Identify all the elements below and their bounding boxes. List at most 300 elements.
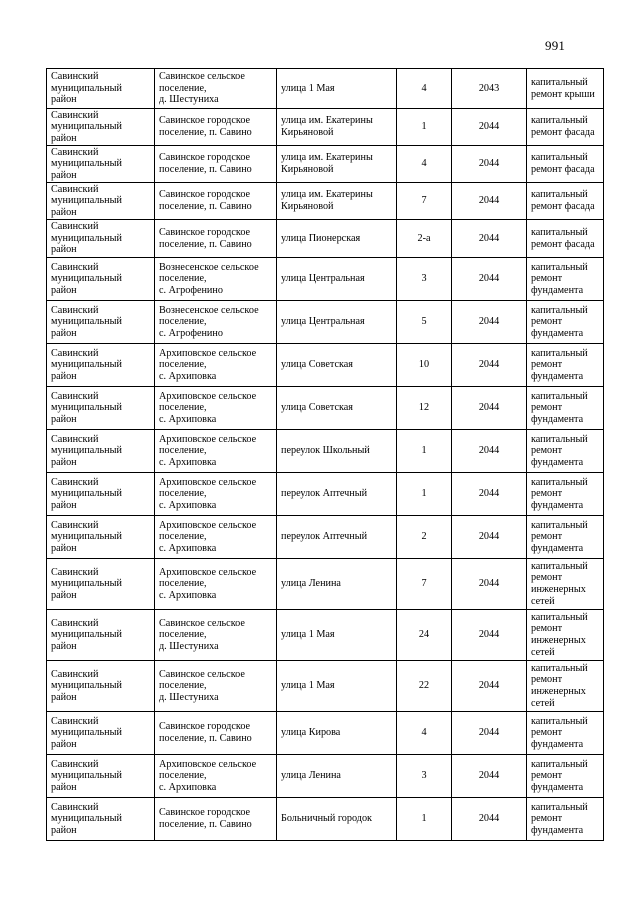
settlement-cell-line: поселение, [159,680,207,692]
work-type-cell-line: ремонт [531,488,563,500]
district-cell-line: муниципальный [51,158,122,170]
district-cell-line: район [51,640,77,652]
street-cell [277,430,397,473]
district-cell-line: район [51,738,77,750]
work-type-cell-line: капитальный [531,115,588,127]
street-cell-line: улица 1 Мая [281,680,335,692]
table-row [47,516,604,559]
work-type-cell-line: ремонт фасада [531,238,595,250]
district-cell-line: муниципальный [51,316,122,328]
settlement-cell-line: Савинское городское [159,226,251,238]
settlement-cell-line: с. Архиповка [159,413,217,425]
year-cell: 2044 [452,473,527,516]
house-number-cell: 1 [397,798,452,841]
street-cell-line: Больничный городок [281,813,373,825]
district-cell-line: муниципальный [51,680,122,692]
district-cell-line: Савинский [51,476,99,488]
street-cell [277,661,397,712]
district-cell [47,473,155,516]
settlement-cell-line: Савинское городское [159,115,251,127]
settlement-cell-line: поселение, [159,359,207,371]
street-cell [277,69,397,109]
year-cell: 2044 [452,712,527,755]
house-number-cell: 1 [397,430,452,473]
district-cell-line: Савинский [51,183,99,195]
house-number-cell: 12 [397,387,452,430]
district-cell-line: район [51,132,77,144]
district-cell-line: Савинский [51,221,99,233]
settlement-cell [155,473,277,516]
house-number-cell: 2-а [397,220,452,258]
district-cell-line: район [51,169,77,181]
settlement-cell [155,387,277,430]
table-row [47,344,604,387]
district-cell-line: Савинский [51,715,99,727]
settlement-cell [155,220,277,258]
street-cell-line: улица Пионерская [281,232,361,244]
district-cell-line: Савинский [51,566,99,578]
street-cell-line: переулок Аптечный [281,531,368,543]
work-type-cell-line: капитальный [531,304,588,316]
district-cell-line: муниципальный [51,770,122,782]
district-cell-line: муниципальный [51,121,122,133]
year-cell: 2044 [452,301,527,344]
year-cell: 2044 [452,610,527,661]
district-cell-line: Савинский [51,71,99,83]
year-cell: 2044 [452,430,527,473]
house-number-cell: 10 [397,344,452,387]
table-row [47,430,604,473]
street-cell-line: переулок Школьный [281,445,370,457]
district-cell-line: муниципальный [51,488,122,500]
district-cell-line: район [51,781,77,793]
district-cell-line: Савинский [51,146,99,158]
settlement-cell [155,712,277,755]
district-cell [47,146,155,183]
district-cell-line: муниципальный [51,531,122,543]
settlement-cell-line: поселение, [159,578,207,590]
work-type-cell [527,183,604,220]
work-type-cell-line: капитальный [531,433,588,445]
street-cell [277,473,397,516]
work-type-cell-line: капитальный [531,611,588,623]
settlement-cell-line: поселение, [159,82,207,94]
house-number-cell: 4 [397,712,452,755]
district-cell [47,712,155,755]
district-cell-line: муниципальный [51,273,122,285]
street-cell-line: переулок Аптечный [281,488,368,500]
work-type-cell-line: ремонт крыши [531,88,595,100]
year-cell: 2044 [452,387,527,430]
table-row [47,258,604,301]
street-cell [277,183,397,220]
work-type-cell-line: ремонт [531,316,563,328]
work-type-cell [527,712,604,755]
street-cell-line: Кирьяновой [281,201,334,212]
street-cell-line: улица Ленина [281,578,341,590]
work-type-cell-line: ремонт [531,273,563,285]
table-row [47,146,604,183]
house-number-cell: 3 [397,755,452,798]
settlement-cell [155,344,277,387]
settlement-cell [155,610,277,661]
work-type-cell-line: сетей [531,697,555,709]
street-cell [277,109,397,146]
work-type-cell-line: капитальный [531,801,588,813]
work-type-cell [527,301,604,344]
work-type-cell [527,516,604,559]
work-type-cell-line: капитальный [531,261,588,273]
settlement-cell-line: Вознесенское сельское [159,304,259,316]
district-cell-line: Савинский [51,261,99,273]
street-cell-line: Кирьяновой [281,127,334,138]
work-type-cell-line: капитальный [531,758,588,770]
district-cell-line: район [51,456,77,468]
district-cell [47,183,155,220]
street-cell [277,146,397,183]
street-cell-line: улица Советская [281,402,353,414]
work-type-cell-line: ремонт [531,402,563,414]
table-row [47,559,604,610]
table-row [47,109,604,146]
district-cell-line: муниципальный [51,82,122,94]
year-cell: 2044 [452,755,527,798]
district-cell [47,69,155,109]
table-row [47,798,604,841]
work-type-cell [527,220,604,258]
work-type-cell [527,798,604,841]
year-cell: 2044 [452,559,527,610]
district-cell [47,610,155,661]
work-type-cell [527,473,604,516]
work-type-cell-line: ремонт [531,531,563,543]
street-cell [277,220,397,258]
district-cell-line: район [51,824,77,836]
district-cell-line: муниципальный [51,359,122,371]
work-type-cell-line: ремонт фасада [531,201,595,212]
street-cell-line: улица Ленина [281,770,341,782]
settlement-cell-line: Савинское городское [159,807,251,819]
settlement-cell-line: поселение, [159,445,207,457]
street-cell-line: улица им. Екатерины [281,189,373,201]
work-type-cell-line: ремонт [531,572,563,584]
work-type-cell-line: фундамента [531,370,584,382]
table-row [47,69,604,109]
settlement-cell [155,559,277,610]
street-cell-line: улица Кирова [281,727,341,739]
settlement-cell-line: с. Архиповка [159,499,217,511]
work-type-cell-line: капитальный [531,519,588,531]
district-cell-line: муниципальный [51,813,122,825]
district-cell-line: район [51,589,77,601]
table-row [47,220,604,258]
street-cell [277,387,397,430]
house-number-cell: 7 [397,183,452,220]
year-cell: 2044 [452,146,527,183]
work-type-cell-line: капитальный [531,189,588,201]
settlement-cell-line: поселение, [159,488,207,500]
district-cell-line: Савинский [51,617,99,629]
settlement-cell [155,755,277,798]
house-number-cell: 1 [397,109,452,146]
settlement-cell [155,109,277,146]
district-cell [47,430,155,473]
settlement-cell-line: поселение, п. Савино [159,238,252,250]
table-row [47,183,604,220]
work-type-cell [527,109,604,146]
settlement-cell-line: Архиповское сельское [159,433,257,445]
street-cell [277,301,397,344]
settlement-cell-line: Вознесенское сельское [159,261,259,273]
street-cell-line: Кирьяновой [281,164,334,175]
settlement-cell-line: Савинское сельское [159,71,245,83]
year-cell: 2043 [452,69,527,109]
table-row [47,301,604,344]
work-type-cell-line: ремонт [531,359,563,371]
work-type-cell-line: фундамента [531,738,584,750]
street-cell-line: улица им. Екатерины [281,115,373,127]
settlement-cell-line: Архиповское сельское [159,519,257,531]
house-number-cell: 3 [397,258,452,301]
settlement-cell-line: поселение, [159,531,207,543]
settlement-cell-line: с. Агрофенино [159,327,223,339]
street-cell [277,712,397,755]
street-cell [277,798,397,841]
settlement-cell [155,798,277,841]
district-cell-line: Савинский [51,801,99,813]
street-cell [277,258,397,301]
district-cell-line: муниципальный [51,195,122,207]
work-type-cell-line: ремонт [531,674,563,686]
district-cell-line: Савинский [51,668,99,680]
work-type-cell [527,344,604,387]
district-cell-line: Савинский [51,390,99,402]
settlement-cell-line: д. Шестуниха [159,691,219,703]
work-type-cell-line: инженерных [531,686,586,697]
work-type-cell-line: фундамента [531,781,584,793]
settlement-cell-line: с. Архиповка [159,589,217,601]
table-row [47,473,604,516]
district-cell [47,220,155,258]
table-body [47,69,604,841]
settlement-cell-line: с. Архиповка [159,781,217,793]
page-number: 991 [545,38,566,53]
settlement-cell [155,516,277,559]
district-cell-line: Савинский [51,304,99,316]
district-cell [47,387,155,430]
street-cell-line: улица им. Екатерины [281,152,373,164]
settlement-cell-line: поселение, п. Савино [159,201,252,212]
work-type-cell-line: ремонт [531,445,563,457]
district-cell-line: район [51,244,77,256]
work-type-cell [527,146,604,183]
district-cell-line: район [51,542,77,554]
settlement-cell-line: поселение, [159,273,207,285]
house-number-cell: 2 [397,516,452,559]
house-number-cell: 22 [397,661,452,712]
settlement-cell [155,430,277,473]
district-cell-line: район [51,327,77,339]
work-type-cell-line: капитальный [531,152,588,164]
work-type-cell-line: фундамента [531,456,584,468]
district-cell [47,258,155,301]
work-type-cell-line: сетей [531,595,555,607]
settlement-cell-line: Архиповское сельское [159,347,257,359]
district-cell-line: район [51,370,77,382]
settlement-cell-line: д. Шестуниха [159,94,219,106]
work-type-cell-line: капитальный [531,226,588,238]
street-cell [277,755,397,798]
house-number-cell: 24 [397,610,452,661]
settlement-cell [155,301,277,344]
district-cell-line: район [51,206,77,218]
work-type-cell-line: капитальный [531,560,588,572]
work-type-cell-line: ремонт фасада [531,164,595,175]
work-type-cell-line: ремонт [531,770,563,782]
work-type-cell [527,69,604,109]
table-row [47,610,604,661]
street-cell-line: улица 1 Мая [281,82,335,94]
district-cell-line: Савинский [51,519,99,531]
district-cell-line: муниципальный [51,629,122,641]
settlement-cell-line: с. Архиповка [159,542,217,554]
district-cell-line: муниципальный [51,402,122,414]
settlement-cell [155,146,277,183]
district-cell-line: Савинский [51,347,99,359]
street-cell-line: улица 1 Мая [281,629,335,641]
settlement-cell-line: поселение, [159,629,207,641]
work-type-cell [527,755,604,798]
district-cell [47,559,155,610]
settlement-cell-line: Архиповское сельское [159,566,257,578]
settlement-cell-line: с. Агрофенино [159,284,223,296]
work-type-cell-line: капитальный [531,476,588,488]
settlement-cell-line: Архиповское сельское [159,476,257,488]
district-cell-line: Савинский [51,758,99,770]
district-cell-line: муниципальный [51,445,122,457]
work-type-cell-line: капитальный [531,715,588,727]
work-type-cell-line: инженерных [531,635,586,646]
work-type-cell-line: фундамента [531,824,584,836]
settlement-cell-line: поселение, [159,770,207,782]
work-type-cell [527,258,604,301]
settlement-cell-line: Савинское городское [159,189,251,201]
district-cell [47,798,155,841]
district-cell-line: район [51,413,77,425]
street-cell-line: улица Центральная [281,316,365,328]
house-number-cell: 4 [397,146,452,183]
table-row [47,661,604,712]
house-number-cell: 7 [397,559,452,610]
settlement-cell-line: поселение, п. Савино [159,819,252,830]
street-cell [277,610,397,661]
work-type-cell-line: капитальный [531,662,588,674]
settlement-cell-line: Савинское городское [159,721,251,733]
settlement-cell [155,183,277,220]
table-row [47,712,604,755]
table-row [47,387,604,430]
settlement-cell-line: поселение, п. Савино [159,127,252,138]
settlement-cell-line: поселение, [159,316,207,328]
district-cell-line: район [51,499,77,511]
district-cell-line: район [51,94,77,106]
work-type-cell-line: фундамента [531,413,584,425]
district-cell-line: муниципальный [51,578,122,590]
street-cell [277,559,397,610]
settlement-cell-line: Савинское городское [159,152,251,164]
settlement-cell-line: д. Шестуниха [159,640,219,652]
district-cell-line: район [51,284,77,296]
work-type-cell [527,661,604,712]
district-cell [47,301,155,344]
district-cell [47,661,155,712]
settlement-cell-line: поселение, п. Савино [159,733,252,744]
district-cell-line: Савинский [51,433,99,445]
work-type-cell-line: инженерных [531,584,586,595]
district-cell-line: муниципальный [51,727,122,739]
year-cell: 2044 [452,220,527,258]
settlement-cell-line: поселение, [159,402,207,414]
work-type-cell-line: ремонт фасада [531,127,595,138]
work-type-cell-line: фундамента [531,284,584,296]
settlement-cell-line: Архиповское сельское [159,390,257,402]
work-type-cell-line: капитальный [531,76,588,88]
settlement-cell-line: с. Архиповка [159,456,217,468]
house-number-cell: 1 [397,473,452,516]
settlement-cell-line: Савинское сельское [159,617,245,629]
work-type-cell-line: сетей [531,646,555,658]
district-cell-line: район [51,691,77,703]
work-type-cell [527,559,604,610]
district-cell [47,109,155,146]
settlement-cell-line: с. Архиповка [159,370,217,382]
settlement-cell-line: Архиповское сельское [159,758,257,770]
year-cell: 2044 [452,516,527,559]
district-cell-line: Савинский [51,109,99,121]
settlement-cell [155,661,277,712]
work-type-cell-line: ремонт [531,727,563,739]
work-type-cell-line: фундамента [531,327,584,339]
work-type-cell-line: ремонт [531,813,563,825]
district-cell [47,344,155,387]
settlement-cell [155,258,277,301]
settlement-cell-line: поселение, п. Савино [159,164,252,175]
work-type-cell-line: капитальный [531,347,588,359]
year-cell: 2044 [452,344,527,387]
settlement-cell [155,69,277,109]
district-cell-line: муниципальный [51,232,122,244]
street-cell [277,344,397,387]
street-cell [277,516,397,559]
house-number-cell: 4 [397,69,452,109]
street-cell-line: улица Советская [281,359,353,371]
work-type-cell-line: капитальный [531,390,588,402]
year-cell: 2044 [452,661,527,712]
work-type-cell [527,430,604,473]
year-cell: 2044 [452,798,527,841]
table-row [47,755,604,798]
year-cell: 2044 [452,109,527,146]
year-cell: 2044 [452,183,527,220]
house-number-cell: 5 [397,301,452,344]
district-cell [47,516,155,559]
district-cell [47,755,155,798]
settlement-cell-line: Савинское сельское [159,668,245,680]
work-type-cell-line: фундамента [531,542,584,554]
year-cell: 2044 [452,258,527,301]
street-cell-line: улица Центральная [281,273,365,285]
work-type-cell [527,610,604,661]
